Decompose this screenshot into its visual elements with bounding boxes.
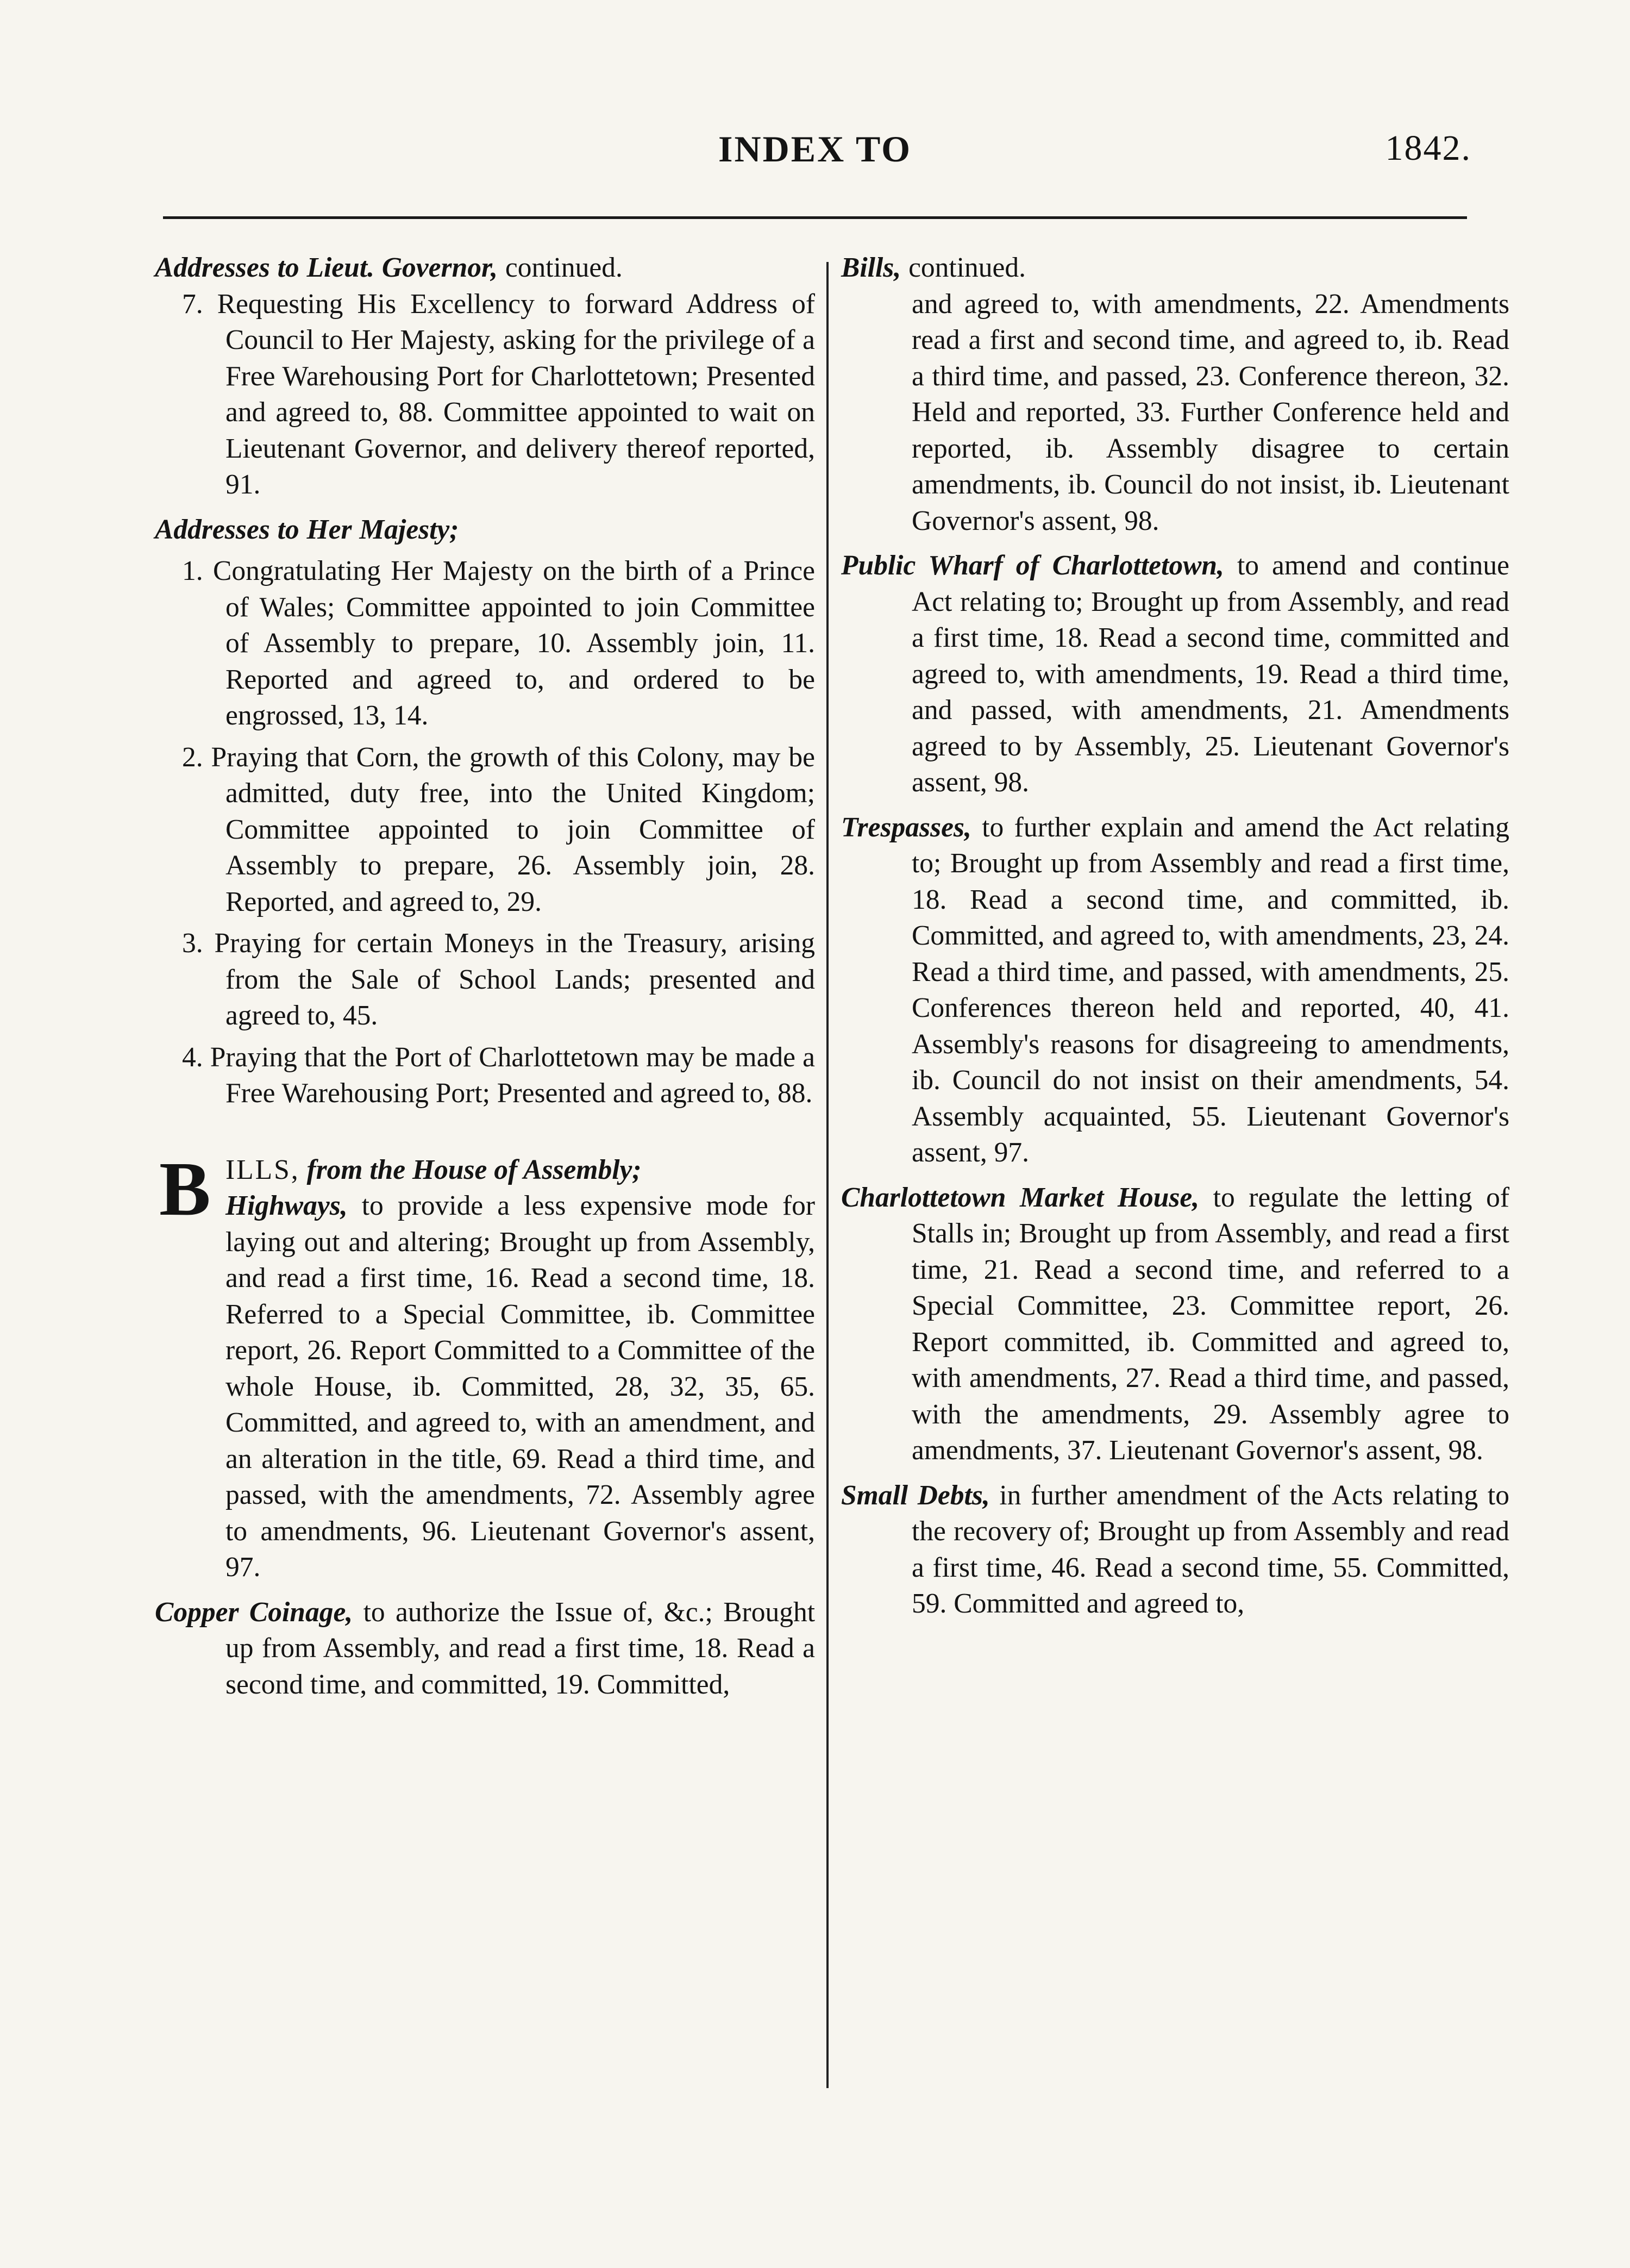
heading-suffix: continued. <box>901 252 1026 283</box>
entry-heading <box>841 250 1509 286</box>
bills-heading-italic: from the House of Assembly; <box>299 1154 642 1185</box>
bill-entry-wharf <box>841 548 1509 801</box>
bill-title: Highways, <box>225 1190 348 1221</box>
running-title: INDEX TO <box>718 128 912 170</box>
drop-cap: B <box>159 1145 211 1232</box>
bill-text: to regulate the letting of Stalls in; Brought up from Assembly, and read a first time, 21. Read a second time, and referred to a Special Committee, 23. Committee report, 26. Report committed, ib. Committed and agreed to, with amendments, 27. Read a third time, and passed, with the amendments, 29. Assembly agree to amendments, 37. Lieutenant Governor's assent, 98. <box>912 1182 1509 1466</box>
right-column <box>841 250 1509 1622</box>
column-divider <box>826 262 829 2088</box>
heading-addresses-governor: Addresses to Lieut. Governor, <box>155 252 498 283</box>
bill-text: in further amendment of the Acts relating to the recovery of; Brought up from Assembly and read a first time, 46. Read a second time, 55. Committed, 59. Committed and agreed to, <box>912 1479 1509 1619</box>
bill-text: to further explain and amend the Act relating to; Brought up from Assembly and read a first time, 18. Read a second time, and committed, ib. Committed, and agreed to, with amendments, 23, 24. Read a third time, and passed, with amendments, 25. Conferences thereon held and reported, 40, 41. Assembly's reasons for disagreeing to amendments, ib. Council do not insist on their amendments, 54. Assembly acquainted, 55. Lieutenant Governor's assent, 97. <box>912 811 1509 1168</box>
bill-text: to authorize the Issue of, &c.; Brought up from Assembly, and read a first time, 18. Read a second time, and committed, 19. Committed, <box>225 1596 815 1700</box>
heading-bills-continued: Bills, <box>841 252 901 283</box>
address-item-1: 1. Congratulating Her Majesty on the birth of a Prince of Wales; Committee appointed to join Committee of Assembly to prepare, 10. Assembly join, 11. Reported and agreed to, and ordered to be engrossed, 13, 14. <box>182 555 815 731</box>
entry-heading <box>155 250 815 286</box>
bill-title: Small Debts, <box>841 1479 990 1511</box>
header-rule <box>163 216 1467 219</box>
bill-text: to provide a less expensive mode for laying out and altering; Brought up from Assembly, and read a first time, 16. Read a second time, 18. Referred to a Special Committee, ib. Committee report, 26. Report Committed to a Committee of the whole House, ib. Committed, 28, 32, 35, 65. Committed, and agreed to, with an amendment, and an alteration in the title, 69. Read a third time, and passed, with the amendments, 72. Assembly agree to amendments, 96. Lieutenant Governor's assent, 97. <box>225 1190 815 1583</box>
heading-addresses-majesty: Addresses to Her Majesty; <box>155 514 459 545</box>
bill-entry-debts <box>841 1478 1509 1622</box>
bill-title: Charlottetown Market House, <box>841 1182 1200 1213</box>
bills-heading <box>225 1152 815 1189</box>
bill-title: Copper Coinage, <box>155 1596 353 1628</box>
left-column <box>155 250 815 1703</box>
address-item-3: 3. Praying for certain Moneys in the Treasury, arising from the Sale of School Lands; presented and agreed to, 45. <box>182 928 815 1031</box>
entry-heading <box>155 512 815 548</box>
bill-entry-market <box>841 1180 1509 1469</box>
address-item-7: 7. Requesting His Excellency to forward Address of Council to Her Majesty, asking for the privilege of a Free Warehousing Port for Charlottetown; Presented and agreed to, 88. Committee appointed to wait on Lieutenant Governor, and delivery thereof reported, 91. <box>182 288 815 500</box>
bill-entry-copper <box>155 1595 815 1703</box>
page-year: 1842. <box>1385 128 1471 168</box>
bills-section <box>155 1145 815 1586</box>
address-item-4: 4. Praying that the Port of Charlottetown may be made a Free Warehousing Port; Presented and agreed to, 88. <box>182 1041 815 1109</box>
address-item-2: 2. Praying that Corn, the growth of this Colony, may be admitted, duty free, into the United Kingdom; Committee appointed to join Committee of Assembly to prepare, 26. Assembly join, 28. Reported, and agreed to, 29. <box>182 741 815 917</box>
bill-text: to amend and continue Act relating to; Brought up from Assembly, and read a first time, 18. Read a second time, committed and agreed to, with amendments, 19. Read a third time, and passed, with amendments, 21. Amendments agreed to by Assembly, 25. Lieutenant Governor's assent, 98. <box>912 550 1509 798</box>
bill-entry-highways <box>225 1188 815 1586</box>
page-header <box>0 128 1630 177</box>
bills-caps: ILLS, <box>225 1154 300 1185</box>
bill-title: Public Wharf of Charlottetown, <box>841 550 1224 581</box>
bill-continued-text: and agreed to, with amendments, 22. Amendments read a first and second time, and agreed to, ib. Read a third time, and passed, 23. Conference thereon, 32. Held and reported, 33. Further Conference held and reported, ib. Assembly disagree to certain amendments, ib. Council do not insist, ib. Lieutenant Governor's assent, 98. <box>912 288 1509 536</box>
bill-title: Trespasses, <box>841 811 971 843</box>
heading-suffix: continued. <box>498 252 623 283</box>
bill-entry-trespasses <box>841 810 1509 1171</box>
